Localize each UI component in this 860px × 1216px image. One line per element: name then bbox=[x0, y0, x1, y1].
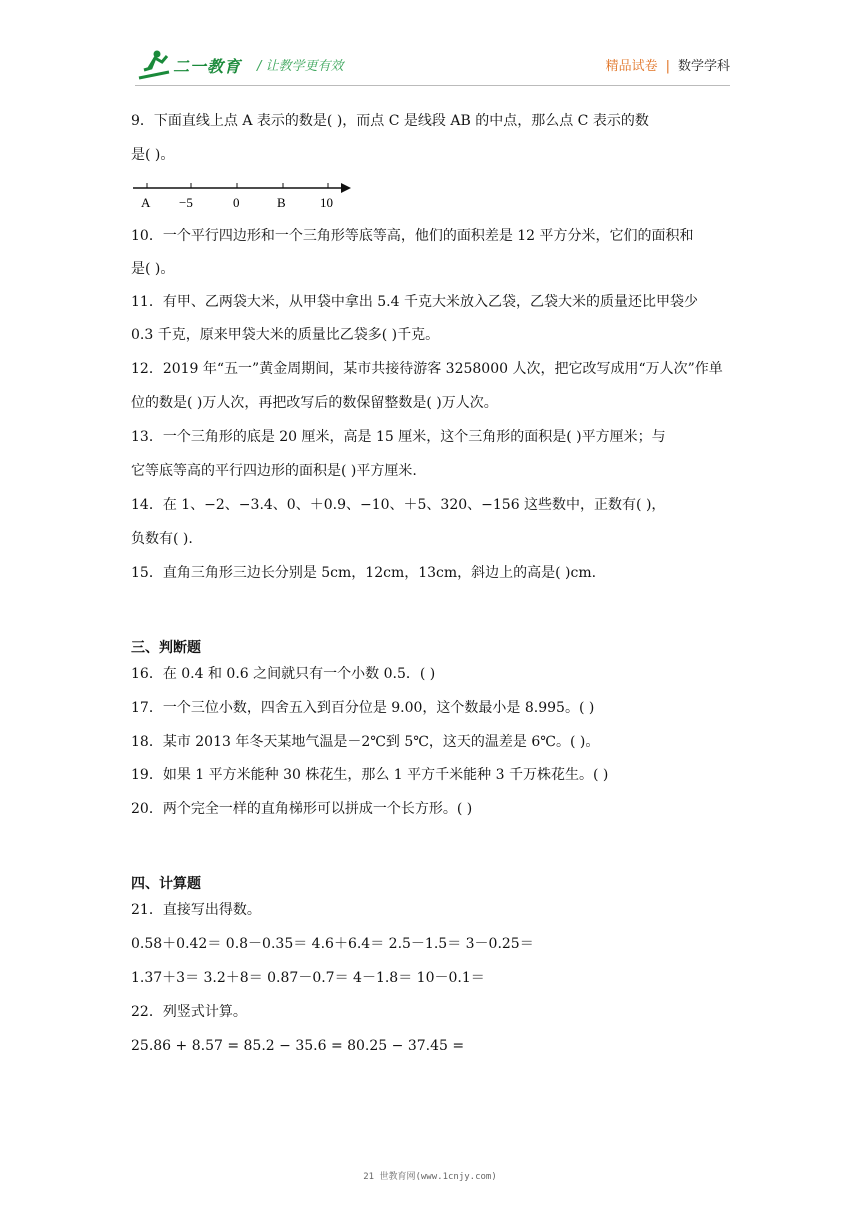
question-12-line1: 12．2019 年“五一”黄金周期间，某市共接待游客 3258000 人次，把它改写成用“万人次”作单 bbox=[131, 361, 723, 377]
number-line bbox=[131, 178, 361, 212]
header-divider bbox=[135, 85, 730, 86]
question-9-line1: 9．下面直线上点 A 表示的数是( )，而点 C 是线段 AB 的中点，那么点 C 表示的数 bbox=[131, 113, 649, 129]
question-19: 19．如果 1 平方米能种 30 株花生，那么 1 平方千米能种 3 千万株花生。( ) bbox=[131, 767, 609, 783]
numline-label-a: A bbox=[141, 195, 151, 210]
header-label-quality: 精品试卷 bbox=[605, 59, 658, 74]
page-header bbox=[135, 46, 730, 86]
header-slogan: / 让教学更有效 bbox=[257, 59, 344, 74]
question-9-line2: 是( )。 bbox=[131, 147, 175, 163]
numline-label-minus5: −5 bbox=[179, 195, 193, 210]
question-15: 15．直角三角形三边长分别是 5cm，12cm，13cm，斜边上的高是( )cm. bbox=[131, 565, 597, 581]
question-21: 21．直接写出得数。 bbox=[131, 902, 261, 918]
question-11-line1: 11．有甲、乙两袋大米，从甲袋中拿出 5.4 千克大米放入乙袋，乙袋大米的质量还比甲袋少 bbox=[131, 294, 698, 310]
page-footer: 21 世教育网(www.1cnjy.com) bbox=[363, 1172, 497, 1182]
header-separator: | bbox=[665, 59, 670, 74]
question-11-line2: 0.3 千克，原来甲袋大米的质量比乙袋多( )千克。 bbox=[131, 327, 440, 343]
question-13-line1: 13．一个三角形的底是 20 厘米，高是 15 厘米，这个三角形的面积是( )平方厘米；与 bbox=[131, 429, 666, 445]
question-18: 18．某市 2013 年冬天某地气温是－2℃到 5℃，这天的温差是 6℃。( )。 bbox=[131, 734, 600, 750]
question-22: 22．列竖式计算。 bbox=[131, 1004, 247, 1020]
calc-row-3: 25.86 + 8.57 = 85.2 − 35.6 = 80.25 − 37.45 = bbox=[131, 1038, 465, 1054]
question-10-line2: 是( )。 bbox=[131, 261, 175, 277]
logo-text: 二一教育 bbox=[173, 57, 242, 76]
numline-label-b: B bbox=[277, 195, 286, 210]
question-16: 16．在 0.4 和 0.6 之间就只有一个小数 0.5．( ) bbox=[131, 666, 436, 682]
question-20: 20．两个完全一样的直角梯形可以拼成一个长方形。( ) bbox=[131, 801, 473, 817]
question-17: 17．一个三位小数，四舍五入到百分位是 9.00，这个数最小是 8.995。( ) bbox=[131, 700, 595, 716]
section-3-title: 三、判断题 bbox=[131, 640, 201, 656]
question-12-line2: 位的数是( )万人次，再把改写后的数保留整数是( )万人次。 bbox=[131, 395, 498, 411]
question-14-line1: 14．在 1、−2、−3.4、0、＋0.9、−10、＋5、320、−156 这些数中，正数有( )， bbox=[131, 497, 666, 513]
calc-row-1: 0.58＋0.42＝ 0.8－0.35＝ 4.6＋6.4＝ 2.5－1.5＝ 3－0.25＝ bbox=[131, 936, 534, 952]
question-14-line2: 负数有( ). bbox=[131, 531, 193, 547]
header-label-subject: 数学学科 bbox=[677, 59, 730, 74]
header-subject bbox=[606, 55, 730, 74]
question-13-line2: 它等底等高的平行四边形的面积是( )平方厘米. bbox=[131, 463, 417, 479]
calc-row-2: 1.37＋3＝ 3.2＋8＝ 0.87－0.7＝ 4－1.8＝ 10－0.1＝ bbox=[131, 970, 485, 986]
arrow-right-icon bbox=[341, 183, 351, 193]
numline-label-10: 10 bbox=[320, 195, 333, 210]
numline-label-0: 0 bbox=[233, 195, 240, 210]
section-4-title: 四、计算题 bbox=[131, 876, 201, 892]
question-10-line1: 10．一个平行四边形和一个三角形等底等高，他们的面积差是 12 平方分米，它们的面积和 bbox=[131, 228, 694, 244]
